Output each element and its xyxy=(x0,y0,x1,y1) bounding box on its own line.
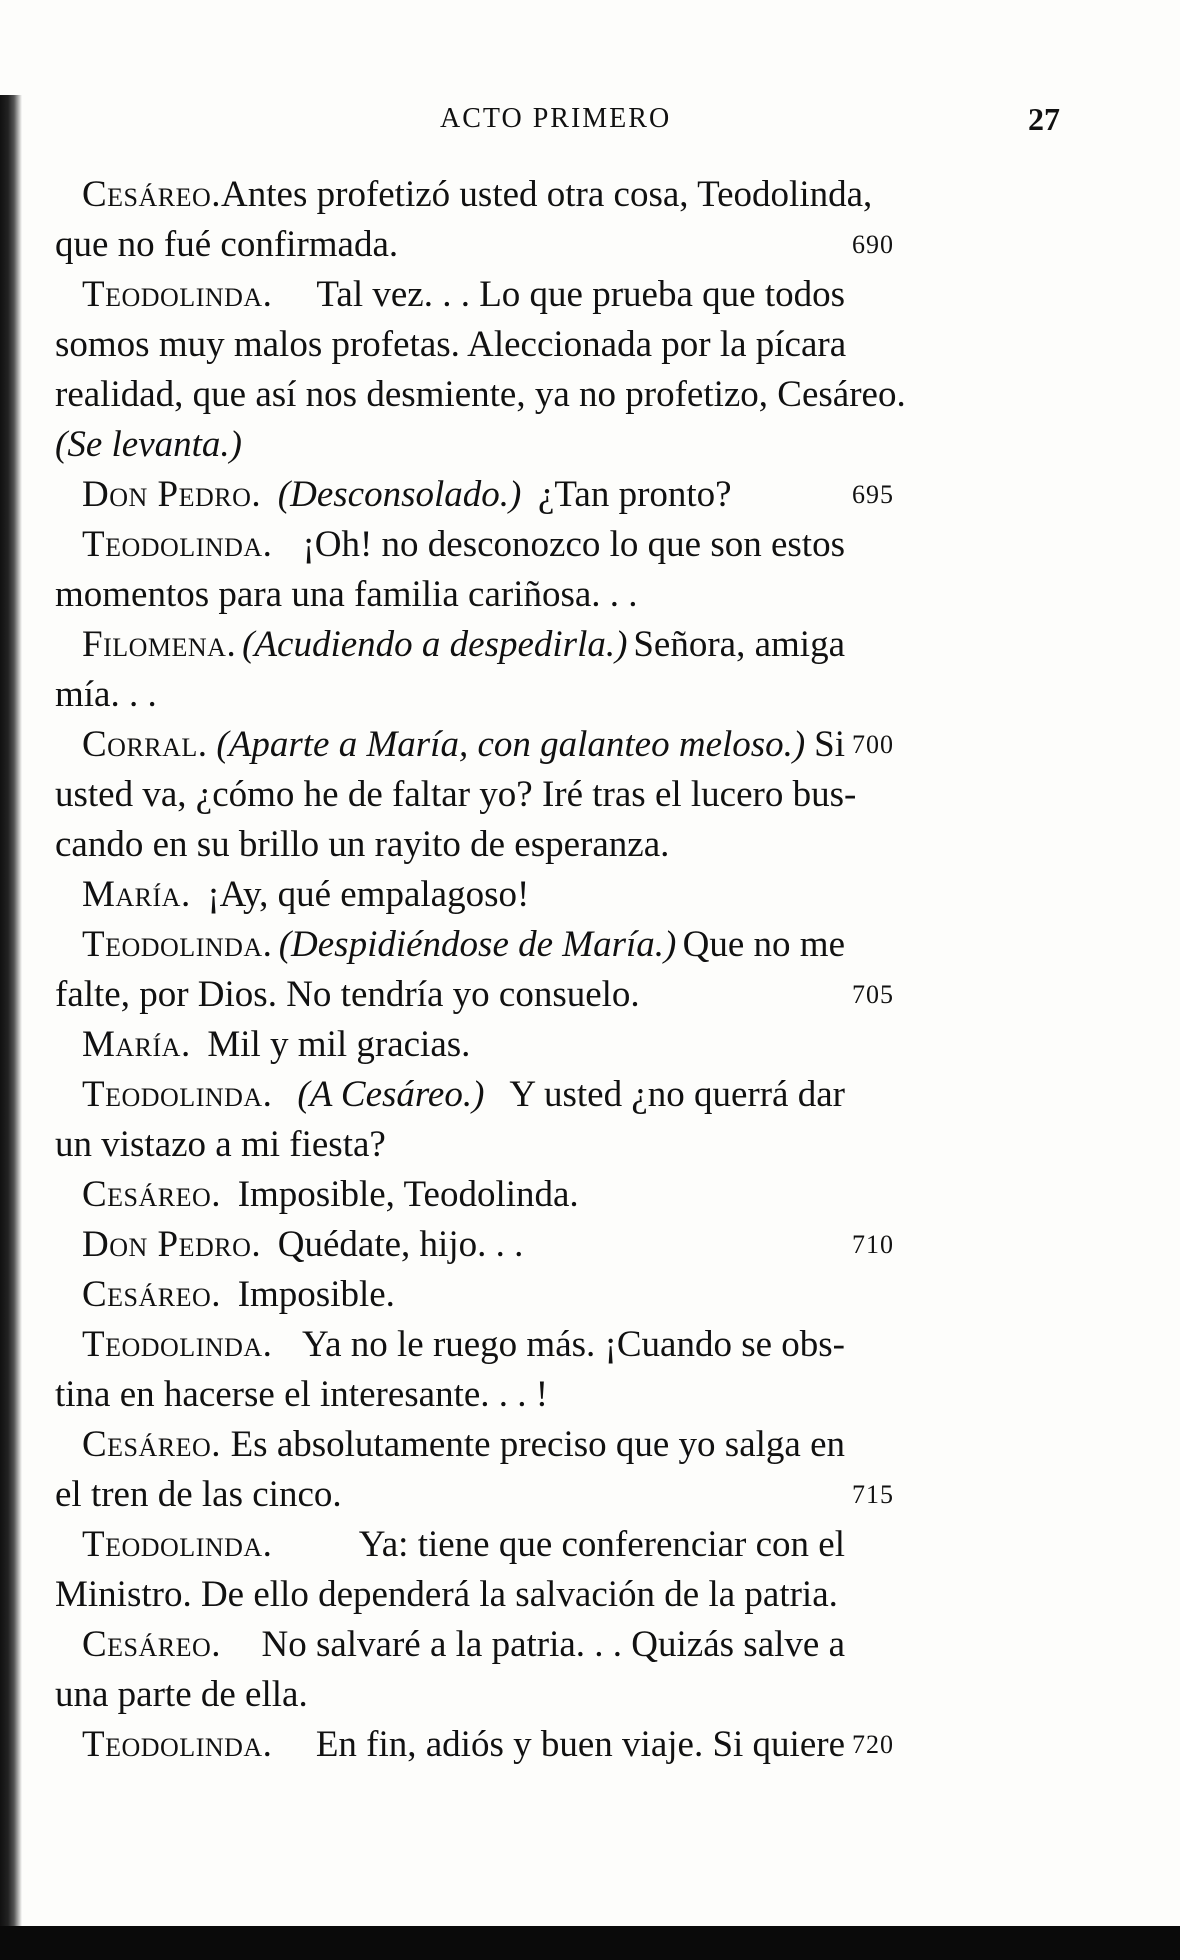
text-line xyxy=(55,1570,845,1620)
dialogue-text: Ya no le ruego más. ¡Cuando se obs- xyxy=(302,1324,845,1365)
dialogue-text: Y usted ¿no querrá dar xyxy=(509,1074,845,1115)
speaker-name: Teodolinda. xyxy=(82,1074,273,1115)
text-line xyxy=(55,1370,548,1420)
text-line xyxy=(82,1320,845,1370)
text-line xyxy=(82,1720,845,1770)
text-line xyxy=(82,1070,845,1120)
dialogue-text: Que no me xyxy=(682,924,845,965)
speaker-name: Don Pedro. xyxy=(82,474,262,515)
speaker-name: María. xyxy=(82,874,191,915)
dialogue-text: No salvaré a la patria. . . Quizás salve a xyxy=(261,1624,845,1665)
dialogue-text: el tren de las cinco. xyxy=(55,1474,342,1515)
speaker-name: Don Pedro. xyxy=(82,1224,262,1265)
running-title: ACTO PRIMERO xyxy=(440,103,672,134)
dialogue-text: tina en hacerse el interesante. . . ! xyxy=(55,1374,549,1415)
text-line xyxy=(82,1520,845,1570)
dialogue-text: cando en su brillo un rayito de esperanza. xyxy=(55,824,670,865)
speaker-name: Cesáreo. xyxy=(82,174,222,215)
stage-direction: (A Cesáreo.) xyxy=(297,1074,485,1115)
speaker-name: Teodolinda. xyxy=(82,524,273,565)
text-line xyxy=(82,520,845,570)
dialogue-text: En fin, adiós y buen viaje. Si quiere xyxy=(315,1724,845,1765)
speaker-name: Teodolinda. xyxy=(82,1324,273,1365)
text-line xyxy=(82,470,732,520)
text-line xyxy=(82,1420,845,1470)
stage-direction: (Acudiendo a despedirla.) xyxy=(242,624,628,665)
line-number: 695 xyxy=(852,480,894,509)
text-line xyxy=(82,1020,470,1070)
speaker-name: Cesáreo. xyxy=(82,1424,222,1465)
text-line xyxy=(82,1270,395,1320)
text-line xyxy=(82,1220,523,1270)
line-number: 690 xyxy=(852,230,894,259)
text-line xyxy=(55,1470,342,1520)
page-number: 27 xyxy=(1028,101,1060,137)
dialogue-text: ¡Ay, qué empalagoso! xyxy=(207,874,530,915)
dialogue-text: Antes profetizó usted otra cosa, Teodolinda, xyxy=(221,174,873,215)
line-number: 705 xyxy=(852,980,894,1009)
text-line xyxy=(55,1120,386,1170)
speaker-name: Corral. xyxy=(82,724,208,765)
dialogue-text: realidad, que así nos desmiente, ya no profetizo, Cesáreo. xyxy=(55,374,906,415)
speaker-name: Teodolinda. xyxy=(82,1524,273,1565)
dialogue-text: una parte de ella. xyxy=(55,1674,308,1715)
stage-direction: (Desconsolado.) xyxy=(277,474,522,515)
text-line xyxy=(55,220,398,270)
speaker-name: Teodolinda. xyxy=(82,1724,273,1765)
text-line xyxy=(55,420,242,470)
text-line xyxy=(82,270,845,320)
dialogue-text: Tal vez. . . Lo que prueba que todos xyxy=(316,274,845,315)
text-line xyxy=(55,320,845,370)
text-line xyxy=(55,570,638,620)
text-line xyxy=(55,820,669,870)
line-number: 720 xyxy=(852,1730,894,1759)
dialogue-text: Imposible, Teodolinda. xyxy=(237,1174,579,1215)
text-line xyxy=(82,720,845,770)
running-head xyxy=(0,103,1180,143)
dialogue-text: Quédate, hijo. . . xyxy=(277,1224,524,1265)
text-line xyxy=(55,770,857,820)
dialogue-text: Señora, amiga xyxy=(633,624,845,665)
dialogue-text: un vistazo a mi fiesta? xyxy=(55,1124,386,1165)
dialogue-text: somos muy malos profetas. Aleccionada por la pícara xyxy=(55,324,847,365)
dialogue-text: ¿Tan pronto? xyxy=(537,474,732,515)
stage-direction: (Aparte a María, con galanteo meloso.) xyxy=(216,724,806,765)
text-line xyxy=(82,620,845,670)
speaker-name: Cesáreo. xyxy=(82,1174,222,1215)
binding-edge-shadow xyxy=(0,95,22,1945)
dialogue-text: mía. . . xyxy=(55,674,157,715)
dialogue-text: Mil y mil gracias. xyxy=(207,1024,471,1065)
text-line xyxy=(82,170,873,220)
line-number: 700 xyxy=(852,730,894,759)
dialogue-text: Si xyxy=(814,724,845,765)
text-line xyxy=(55,970,640,1020)
speaker-name: Filomena. xyxy=(82,624,237,665)
speaker-name: Cesáreo. xyxy=(82,1274,222,1315)
speaker-name: Teodolinda. xyxy=(82,924,273,965)
stage-direction: (Despidiéndose de María.) xyxy=(278,924,677,965)
dialogue-text: Ministro. De ello dependerá la salvación de la patria. xyxy=(55,1574,838,1615)
line-number: 715 xyxy=(852,1480,894,1509)
dialogue-text: ¡Oh! no desconozco lo que son estos xyxy=(302,524,845,565)
dialogue-text: Es absolutamente preciso que yo salga en xyxy=(230,1424,845,1465)
dialogue-text: usted va, ¿cómo he de faltar yo? Iré tras el lucero bus- xyxy=(55,774,857,815)
dialogue-text: que no fué confirmada. xyxy=(55,224,399,265)
dialogue-text: Ya: tiene que conferenciar con el xyxy=(358,1524,845,1565)
text-line xyxy=(55,670,157,720)
dialogue-text: momentos para una familia cariñosa. . . xyxy=(55,574,638,615)
line-number: 710 xyxy=(852,1230,894,1259)
speaker-name: Cesáreo. xyxy=(82,1624,222,1665)
speaker-name: María. xyxy=(82,1024,191,1065)
scan-bottom-edge xyxy=(0,1926,1180,1960)
speaker-name: Teodolinda. xyxy=(82,274,273,315)
text-line xyxy=(82,1620,845,1670)
stage-direction: (Se levanta.) xyxy=(55,424,242,465)
text-line xyxy=(82,870,529,920)
dialogue-text: Imposible. xyxy=(237,1274,395,1315)
dialogue-text: falte, por Dios. No tendría yo consuelo. xyxy=(55,974,640,1015)
text-line xyxy=(82,920,845,970)
text-line xyxy=(55,370,906,420)
text-line xyxy=(55,1670,308,1720)
text-line xyxy=(82,1170,579,1220)
